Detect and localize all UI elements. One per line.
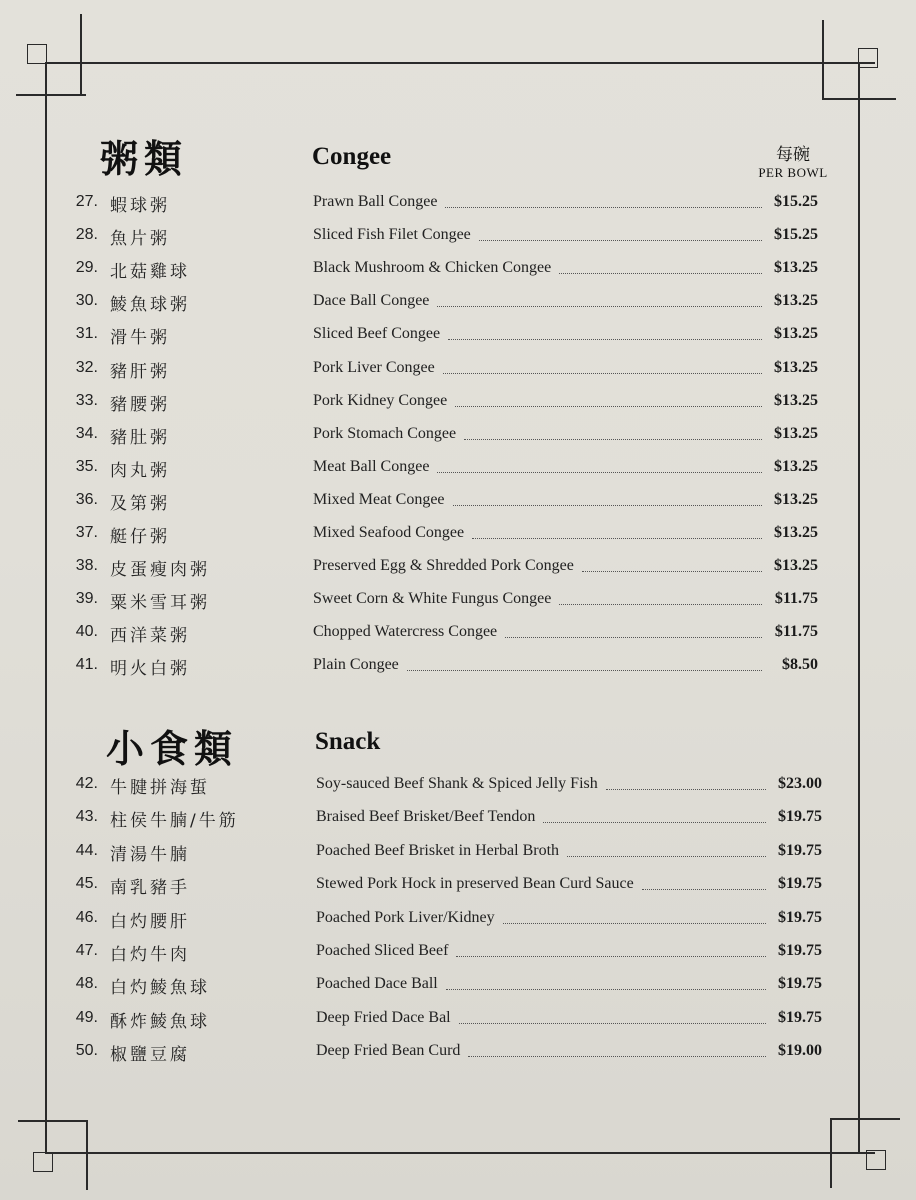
item-name-en: Plain Congee	[313, 656, 399, 674]
menu-item-row	[0, 320, 916, 350]
item-price: $13.25	[774, 490, 818, 508]
item-number: 34.	[75, 424, 98, 442]
item-number: 37.	[75, 524, 98, 541]
item-name-en: Mixed Meat Congee	[313, 490, 445, 508]
item-name-cn: 粟米雪耳粥	[110, 593, 210, 614]
item-name-en: Deep Fried Bean Curd	[316, 1042, 461, 1060]
menu-item-row	[0, 552, 916, 582]
item-name-en: Poached Sliced Beef	[316, 942, 449, 959]
item-price: $13.25	[774, 524, 818, 541]
item-name-en: Mixed Seafood Congee	[313, 524, 465, 541]
item-number: 35.	[75, 457, 98, 475]
item-number: 45.	[75, 875, 98, 893]
item-number: 36.	[75, 490, 98, 508]
congee-title-en: Congee	[312, 143, 392, 170]
item-name-en: Soy-sauced Beef Shank & Spiced Jelly Fish	[316, 775, 598, 792]
item-name-en: Stewed Pork Hock in preserved Bean Curd Sauce	[316, 875, 634, 893]
item-number: 40.	[75, 623, 98, 641]
item-name-en: Poached Pork Liver/Kidney	[316, 908, 495, 926]
menu-item-row	[0, 420, 916, 450]
item-number: 30.	[75, 292, 98, 310]
item-price: $11.75	[774, 590, 818, 608]
item-name-cn: 及第粥	[110, 493, 170, 514]
item-number: 38.	[75, 557, 98, 575]
item-name-en: Deep Fried Dace Bal	[316, 1008, 451, 1026]
snack-title-en: Snack	[315, 728, 381, 755]
item-number: 31.	[75, 325, 98, 343]
item-number: 42.	[75, 775, 98, 792]
item-price: $13.25	[774, 457, 818, 475]
item-name-cn: 西洋菜粥	[110, 626, 190, 647]
menu-item-row	[0, 287, 916, 317]
snack-title-cn: 小食類	[106, 726, 239, 771]
item-price: $13.25	[774, 424, 818, 442]
item-price: $19.75	[778, 908, 822, 926]
item-name-en: Sweet Corn & White Fungus Congee	[313, 590, 552, 608]
item-price: $19.00	[778, 1042, 822, 1060]
dot-leader	[468, 1056, 766, 1057]
menu-item-row	[0, 519, 916, 549]
item-name-cn: 白灼鯪魚球	[110, 978, 210, 999]
item-name-en: Preserved Egg & Shredded Pork Congee	[313, 557, 574, 575]
menu-item-row	[0, 937, 916, 967]
menu-item-row	[0, 904, 916, 934]
item-name-en: Braised Beef Brisket/Beef Tendon	[316, 808, 536, 826]
dot-leader	[437, 306, 762, 307]
item-name-cn: 南乳豬手	[110, 878, 190, 899]
item-name-cn: 豬腰粥	[110, 394, 170, 415]
item-name-cn: 皮蛋瘦肉粥	[110, 560, 210, 581]
item-price: $19.75	[778, 942, 822, 959]
dot-leader	[503, 923, 766, 924]
menu-item-row	[0, 585, 916, 615]
dot-leader	[559, 273, 762, 274]
item-name-en: Pork Liver Congee	[313, 358, 435, 376]
dot-leader	[407, 670, 762, 671]
item-name-cn: 滑牛粥	[110, 328, 170, 349]
dot-leader	[446, 989, 766, 990]
menu-item-row	[0, 970, 916, 1000]
dot-leader	[606, 789, 766, 790]
item-price: $15.25	[774, 226, 818, 244]
menu-item-row	[0, 618, 916, 648]
item-name-cn: 鯪魚球粥	[110, 295, 190, 316]
dot-leader	[642, 889, 766, 890]
dot-leader	[479, 240, 762, 241]
item-name-en: Sliced Fish Filet Congee	[313, 226, 471, 244]
item-price: $13.25	[774, 557, 818, 575]
menu-item-row	[0, 188, 916, 218]
item-number: 29.	[75, 259, 98, 277]
item-name-cn: 北菇雞球	[110, 262, 190, 283]
menu-item-row	[0, 837, 916, 867]
item-price: $13.25	[774, 259, 818, 277]
item-number: 39.	[75, 590, 98, 608]
menu-item-row	[0, 354, 916, 384]
item-price: $19.75	[778, 841, 822, 859]
dot-leader	[459, 1023, 766, 1024]
item-name-en: Chopped Watercress Congee	[313, 623, 498, 641]
dot-leader	[456, 956, 766, 957]
per-bowl-en: PER BOWL	[758, 165, 828, 180]
item-number: 49.	[75, 1008, 98, 1026]
dot-leader	[455, 406, 762, 407]
item-number: 44.	[75, 841, 98, 859]
item-name-cn: 清湯牛腩	[110, 844, 190, 865]
item-name-en: Poached Beef Brisket in Herbal Broth	[316, 841, 560, 859]
item-name-cn: 豬肝粥	[110, 361, 170, 382]
item-name-cn: 豬肚粥	[110, 427, 170, 448]
item-price: $11.75	[774, 623, 818, 641]
item-name-cn: 肉丸粥	[110, 460, 170, 481]
menu-item-row	[0, 486, 916, 516]
item-price: $15.25	[774, 193, 818, 210]
dot-leader	[472, 538, 762, 539]
item-name-cn: 白灼腰肝	[110, 911, 190, 932]
item-name-en: Dace Ball Congee	[313, 292, 430, 310]
item-name-en: Meat Ball Congee	[313, 457, 430, 475]
item-name-cn: 柱侯牛腩/牛筋	[110, 811, 239, 832]
item-price: $19.75	[778, 808, 822, 826]
item-name-cn: 魚片粥	[110, 229, 170, 250]
item-number: 27.	[75, 193, 98, 210]
item-price: $13.25	[774, 391, 818, 409]
item-name-cn: 酥炸鯪魚球	[110, 1011, 210, 1032]
menu-item-row	[0, 770, 916, 800]
per-bowl-cn: 每碗	[776, 145, 810, 164]
item-number: 47.	[75, 942, 98, 959]
dot-leader	[453, 505, 762, 506]
item-number: 41.	[75, 656, 98, 674]
item-number: 48.	[75, 975, 98, 993]
per-bowl-label	[748, 140, 838, 181]
item-price: $13.25	[774, 292, 818, 310]
item-number: 33.	[75, 391, 98, 409]
item-price: $13.25	[774, 358, 818, 376]
item-name-cn: 蝦球粥	[110, 196, 170, 216]
item-number: 32.	[75, 358, 98, 376]
item-name-en: Sliced Beef Congee	[313, 325, 441, 343]
item-number: 50.	[75, 1042, 98, 1060]
dot-leader	[464, 439, 762, 440]
item-name-cn: 白灼牛肉	[110, 945, 190, 965]
dot-leader	[582, 571, 762, 572]
menu-item-row	[0, 221, 916, 251]
dot-leader	[443, 373, 762, 374]
item-number: 46.	[75, 908, 98, 926]
item-name-en: Pork Kidney Congee	[313, 391, 448, 409]
menu-item-row	[0, 1004, 916, 1034]
item-name-en: Pork Stomach Congee	[313, 424, 457, 442]
item-number: 28.	[75, 226, 98, 244]
menu-item-row	[0, 803, 916, 833]
menu-item-row	[0, 254, 916, 284]
menu-item-row	[0, 870, 916, 900]
item-price: $13.25	[774, 325, 818, 343]
congee-title-cn: 粥類	[100, 136, 189, 181]
item-name-en: Prawn Ball Congee	[313, 193, 438, 210]
dot-leader	[567, 856, 766, 857]
dot-leader	[505, 637, 762, 638]
item-name-en: Black Mushroom & Chicken Congee	[313, 259, 552, 277]
dot-leader	[543, 822, 766, 823]
item-price: $19.75	[778, 1008, 822, 1026]
dot-leader	[437, 472, 762, 473]
dot-leader	[445, 207, 762, 208]
item-price: $23.00	[778, 775, 822, 792]
dot-leader	[448, 339, 762, 340]
item-name-en: Poached Dace Ball	[316, 975, 438, 993]
menu-item-row	[0, 453, 916, 483]
item-price: $19.75	[778, 875, 822, 893]
menu-item-row	[0, 651, 916, 681]
item-name-cn: 艇仔粥	[110, 527, 170, 547]
menu-item-row	[0, 1037, 916, 1067]
item-price: $8.50	[782, 656, 818, 674]
item-price: $19.75	[778, 975, 822, 993]
item-number: 43.	[75, 808, 98, 826]
item-name-cn: 明火白粥	[110, 659, 190, 680]
item-name-cn: 椒鹽豆腐	[110, 1045, 190, 1066]
menu-item-row	[0, 387, 916, 417]
dot-leader	[559, 604, 762, 605]
item-name-cn: 牛腱拼海蜇	[110, 778, 210, 798]
